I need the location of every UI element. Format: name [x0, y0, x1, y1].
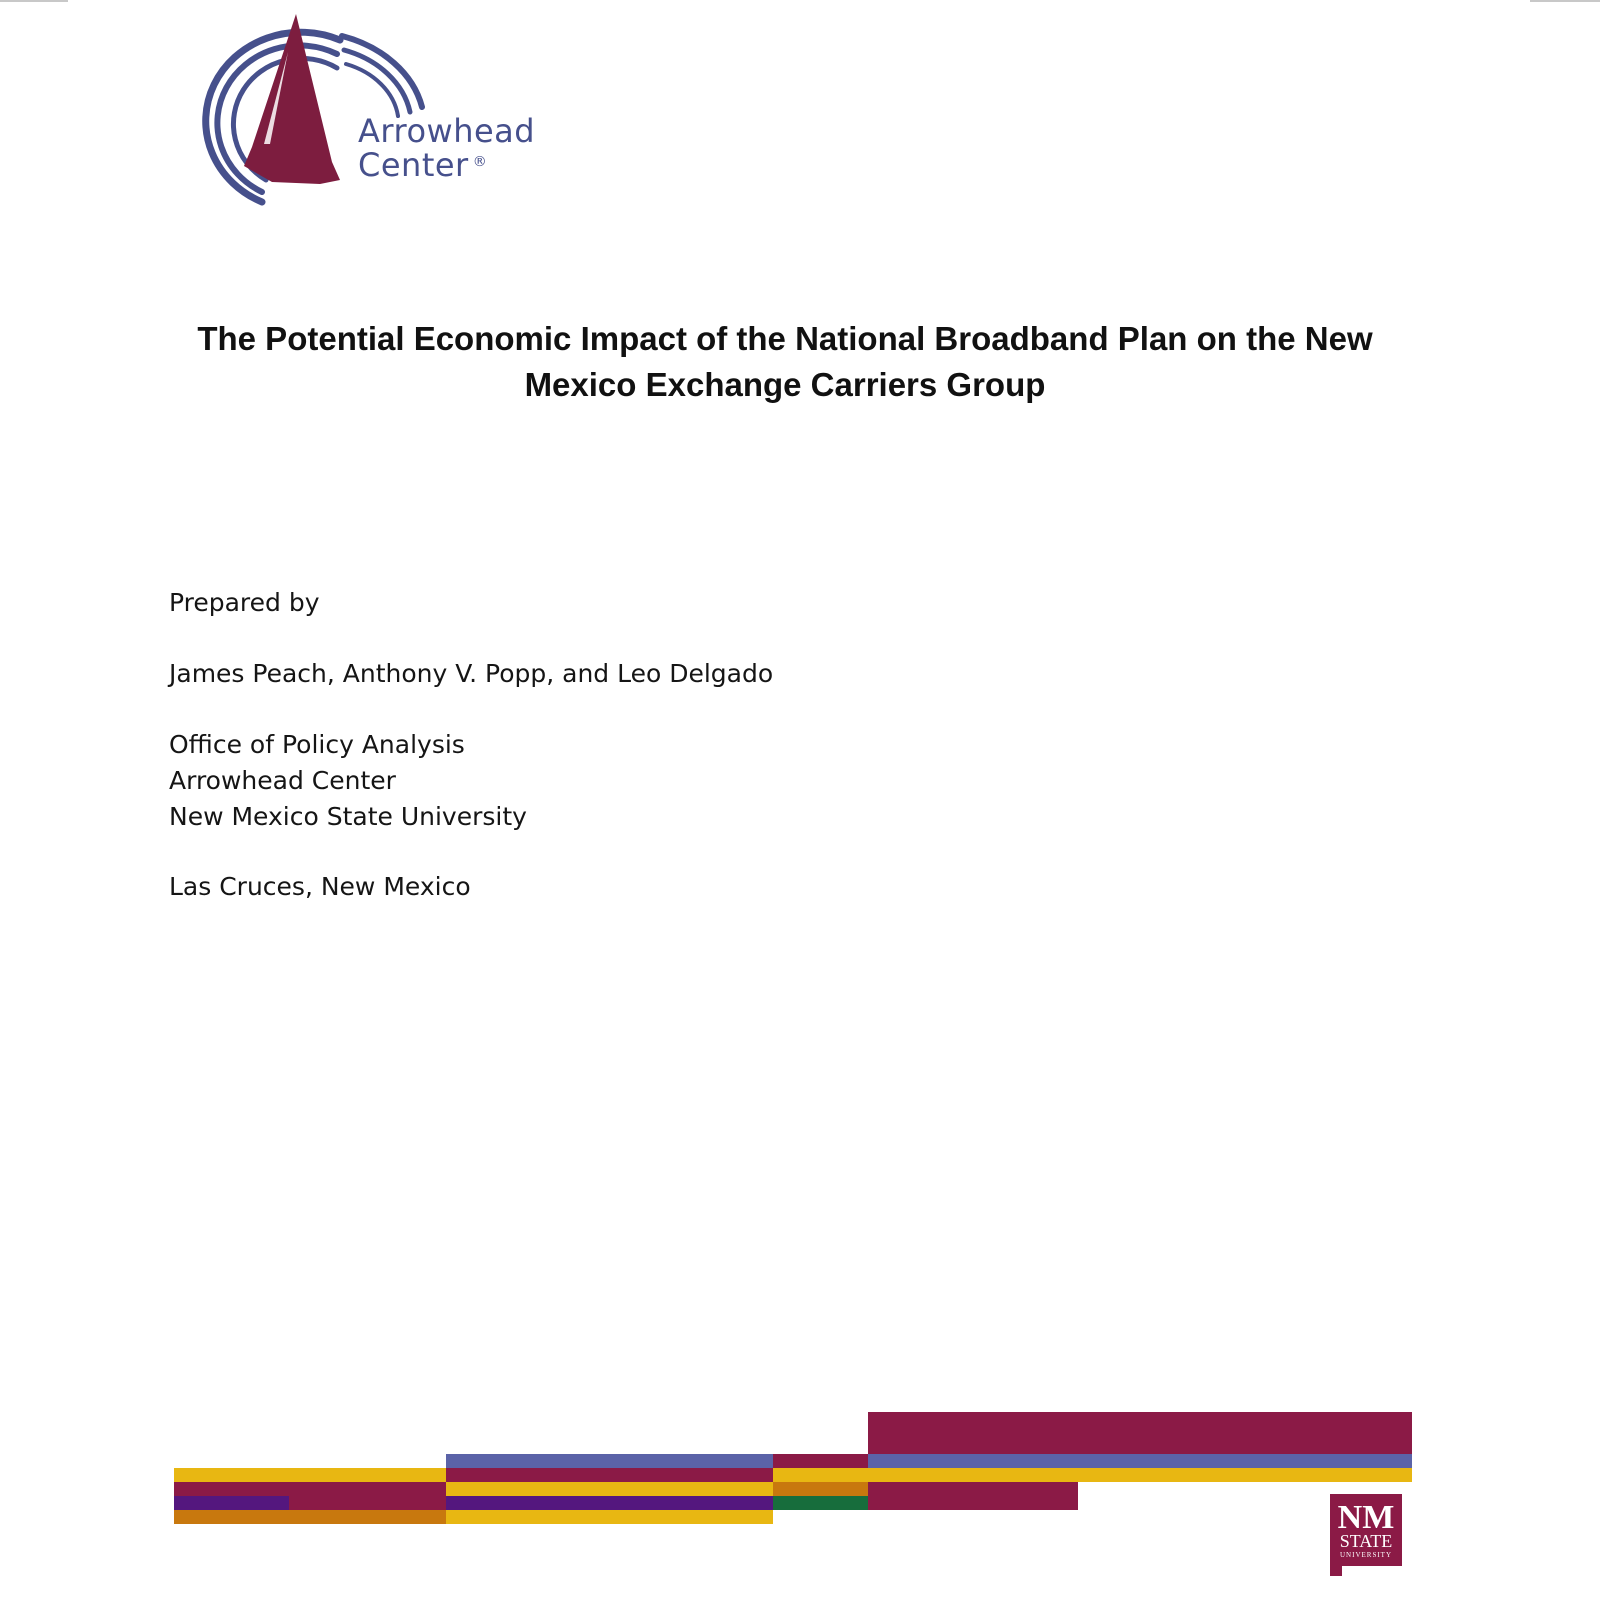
stripe	[868, 1482, 1078, 1496]
stripe	[868, 1412, 1412, 1454]
stripe	[773, 1496, 868, 1510]
stripe	[446, 1496, 773, 1510]
stripe	[289, 1496, 446, 1510]
logo-line-arrowhead: Arrowhead	[358, 112, 536, 150]
stripe	[446, 1510, 773, 1524]
office-name: Office of Policy Analysis	[169, 730, 465, 759]
nm-state-logo	[1328, 1494, 1404, 1576]
logo-line-center: Center	[358, 146, 469, 184]
university-name: New Mexico State University	[169, 802, 527, 831]
registered-mark: ®	[472, 154, 488, 170]
stripe	[174, 1496, 289, 1510]
stripe	[446, 1468, 773, 1482]
university-text: UNIVERSITY	[1340, 1551, 1392, 1559]
stripe	[174, 1510, 446, 1524]
stripe	[773, 1468, 1412, 1482]
nm-state-icon	[1328, 1494, 1404, 1576]
authors: James Peach, Anthony V. Popp, and Leo Delgado	[169, 659, 774, 688]
center-name: Arrowhead Center	[169, 766, 396, 795]
stripe	[174, 1468, 446, 1482]
stripe	[773, 1482, 868, 1496]
prepared-by-label: Prepared by	[169, 588, 320, 617]
nm-text: NM	[1337, 1499, 1395, 1536]
stripe	[773, 1454, 868, 1468]
location: Las Cruces, New Mexico	[169, 872, 471, 901]
stripe	[446, 1454, 773, 1468]
document-title: The Potential Economic Impact of the National Broadband Plan on the New Mexico Exchange Carriers Group	[197, 320, 1373, 403]
stripe	[868, 1496, 1078, 1510]
stripe	[868, 1454, 1412, 1468]
stripe	[174, 1482, 446, 1496]
state-text: STATE	[1339, 1531, 1393, 1551]
stripe	[446, 1482, 773, 1496]
